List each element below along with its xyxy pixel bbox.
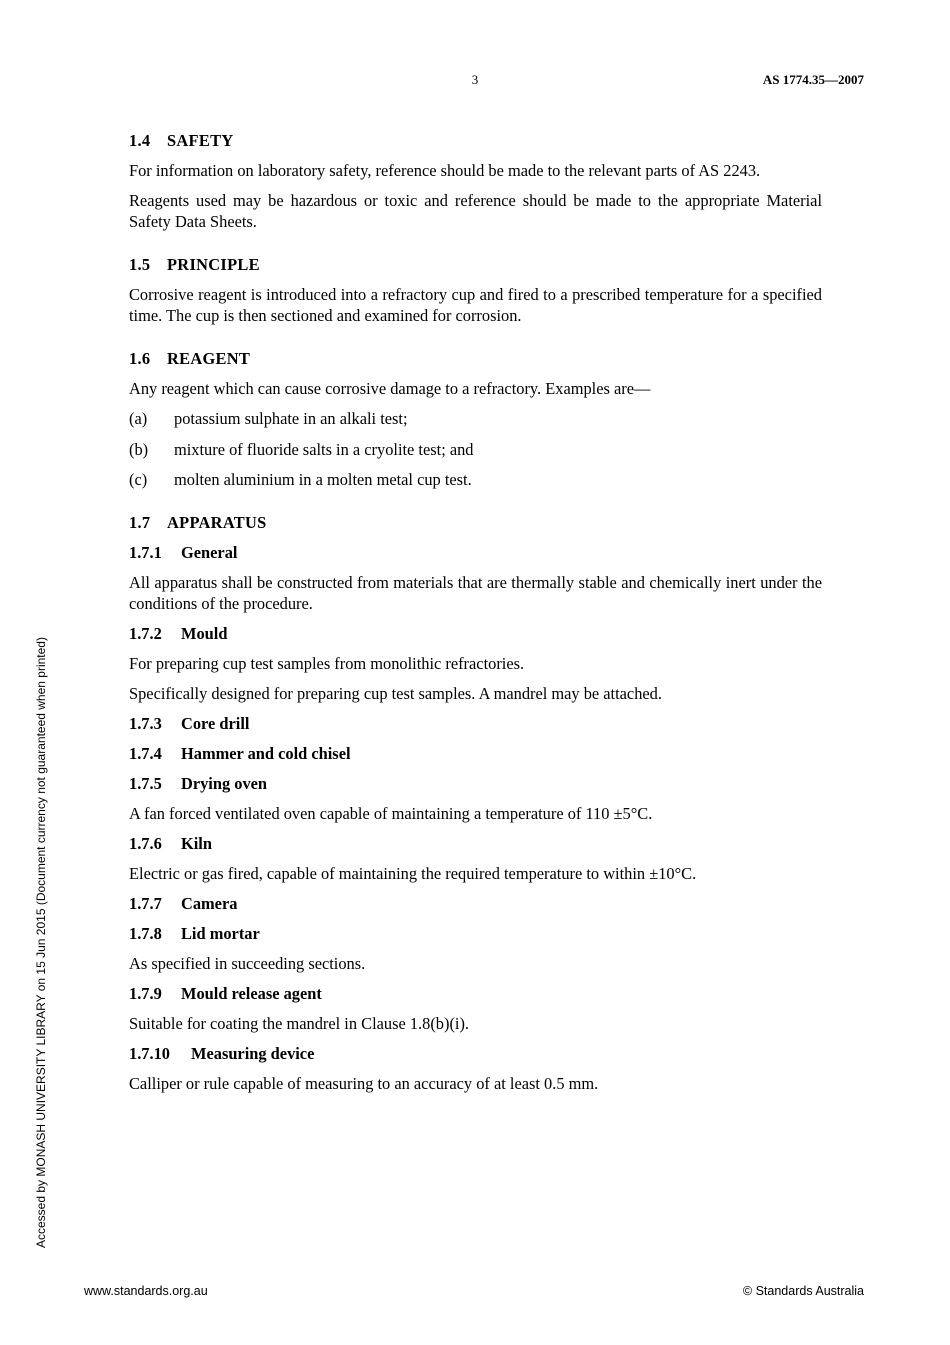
subsection-title: Drying oven <box>181 774 268 793</box>
subsection-title: Kiln <box>181 834 212 853</box>
list-text: mixture of fluoride salts in a cryolite test; and <box>174 439 474 459</box>
list-item <box>129 469 822 490</box>
page-number: 3 <box>471 72 479 87</box>
section-number: 1.5 <box>129 255 151 274</box>
subsection-number: 1.7.4 <box>129 744 162 763</box>
section-number: 1.4 <box>129 131 151 150</box>
list-item <box>129 439 822 460</box>
subsection-heading-kiln <box>129 833 822 854</box>
footer-copyright: © Standards Australia <box>742 1284 864 1298</box>
subsection-number: 1.7.2 <box>129 624 162 643</box>
paragraph: Suitable for coating the mandrel in Clause 1.8(b)(i). <box>129 1014 470 1033</box>
paragraph: As specified in succeeding sections. <box>129 954 366 973</box>
list-item <box>129 408 822 429</box>
access-notice: Accessed by MONASH UNIVERSITY LIBRARY on 15 Jun 2015 (Document currency not guaranteed when printed) <box>34 637 48 1248</box>
list-text: molten aluminium in a molten metal cup test. <box>174 470 472 489</box>
subsection-title: Hammer and cold chisel <box>181 744 351 763</box>
section-heading-apparatus <box>129 512 822 533</box>
standard-id: AS 1774.35—2007 <box>762 72 864 87</box>
paragraph: Reagents used may be hazardous or toxic and reference should be made to the appropriate Material Safety Data Sheets. <box>129 191 822 231</box>
subsection-title: General <box>181 543 238 562</box>
section-number: 1.6 <box>129 349 151 368</box>
paragraph: A fan forced ventilated oven capable of maintaining a temperature of 110 ±5°C. <box>129 804 653 823</box>
footer-website: www.standards.org.au <box>84 1284 208 1298</box>
subsection-heading-general <box>129 542 822 563</box>
list-marker: (b) <box>129 439 149 459</box>
paragraph: For preparing cup test samples from monolithic refractories. <box>129 654 525 673</box>
subsection-title: Core drill <box>181 714 250 733</box>
subsection-title: Measuring device <box>191 1044 315 1063</box>
subsection-number: 1.7.6 <box>129 834 162 853</box>
paragraph: Calliper or rule capable of measuring to an accuracy of at least 0.5 mm. <box>129 1074 599 1093</box>
subsection-title: Camera <box>181 894 238 913</box>
subsection-number: 1.7.5 <box>129 774 162 793</box>
section-title: PRINCIPLE <box>167 255 260 274</box>
subsection-heading-mould <box>129 623 822 644</box>
section-heading-safety <box>129 130 822 151</box>
list-marker: (a) <box>129 409 148 428</box>
paragraph: All apparatus shall be constructed from materials that are thermally stable and chemically inert under the conditions of the procedure. <box>129 573 822 613</box>
section-title: SAFETY <box>167 131 234 150</box>
subsection-number: 1.7.9 <box>129 984 162 1003</box>
subsection-number: 1.7.1 <box>129 543 162 562</box>
list-text: potassium sulphate in an alkali test; <box>174 409 408 428</box>
section-heading-principle <box>129 254 822 275</box>
subsection-number: 1.7.10 <box>129 1044 170 1063</box>
subsection-heading-release-agent <box>129 983 822 1004</box>
list-marker: (c) <box>129 470 148 489</box>
paragraph: Corrosive reagent is introduced into a refractory cup and fired to a prescribed temperature for a specified time. The cup is then sectioned and examined for corrosion. <box>129 285 822 325</box>
paragraph: Electric or gas fired, capable of maintaining the required temperature to within ±10°C. <box>129 864 697 883</box>
subsection-number: 1.7.3 <box>129 714 162 733</box>
section-heading-reagent <box>129 348 822 369</box>
paragraph: Any reagent which can cause corrosive damage to a refractory. Examples are— <box>129 379 651 398</box>
paragraph: For information on laboratory safety, reference should be made to the relevant parts of AS 2243. <box>129 161 761 180</box>
subsection-heading-camera <box>129 893 822 914</box>
subsection-heading-core-drill <box>129 713 822 734</box>
subsection-title: Lid mortar <box>181 924 260 943</box>
section-title: REAGENT <box>167 349 251 368</box>
subsection-title: Mould release agent <box>181 984 322 1003</box>
subsection-number: 1.7.8 <box>129 924 162 943</box>
document-body <box>129 130 822 1103</box>
section-title: APPARATUS <box>167 513 267 532</box>
subsection-heading-drying-oven <box>129 773 822 794</box>
paragraph: Specifically designed for preparing cup test samples. A mandrel may be attached. <box>129 684 662 703</box>
subsection-title: Mould <box>181 624 228 643</box>
subsection-heading-hammer <box>129 743 822 764</box>
subsection-number: 1.7.7 <box>129 894 162 913</box>
subsection-heading-lid-mortar <box>129 923 822 944</box>
subsection-heading-measuring-device <box>129 1043 822 1064</box>
section-number: 1.7 <box>129 513 151 532</box>
